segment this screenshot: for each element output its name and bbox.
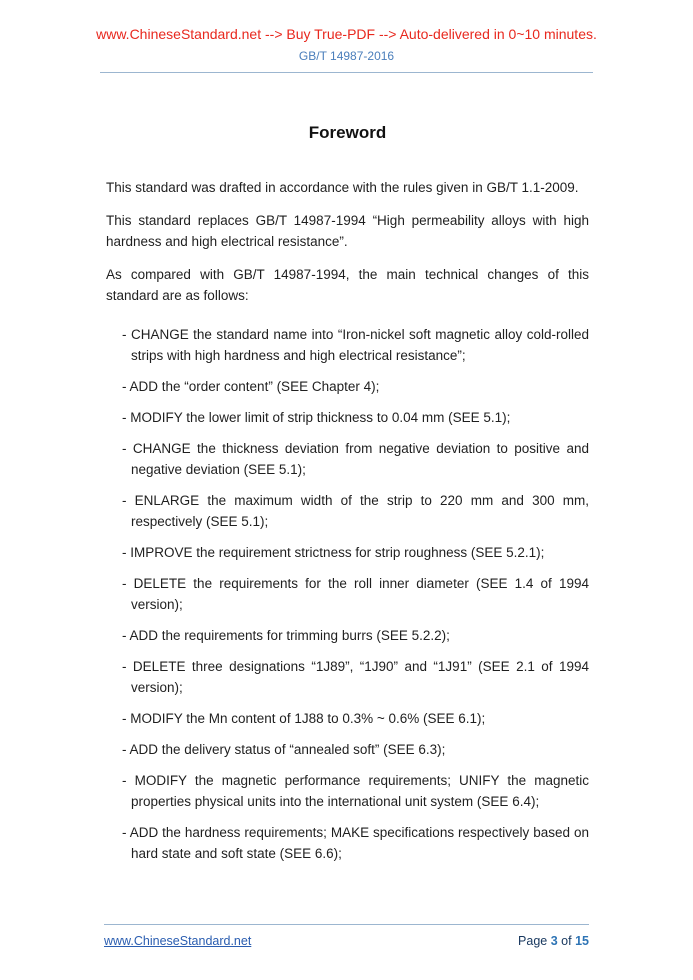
page-footer [104,924,589,948]
page-title: Foreword [308,123,387,142]
list-item: - MODIFY the Mn content of 1J88 to 0.3% ~ 0.6% (SEE 6.1); [122,711,486,726]
page-header [0,0,693,73]
list-item: - CHANGE the thickness deviation from negative deviation to positive and negative deviation (SEE 5.1); [122,441,589,477]
promo-banner-link[interactable]: www.ChineseStandard.net --> Buy True-PDF --> Auto-delivered in 0~10 minutes. [96,26,597,42]
paragraph: This standard was drafted in accordance with the rules given in GB/T 1.1-2009. [106,180,579,195]
list-item: - ENLARGE the maximum width of the strip to 220 mm and 300 mm, respectively (SEE 5.1); [122,493,589,529]
header-divider [100,72,593,73]
list-item: - DELETE the requirements for the roll inner diameter (SEE 1.4 of 1994 version); [122,576,589,612]
page-content [0,123,693,864]
paragraph: This standard replaces GB/T 14987-1994 “High permeability alloys with high hardness and high electrical resistance”. [106,213,589,249]
page-total: 15 [575,934,589,948]
list-item: - CHANGE the standard name into “Iron-nickel soft magnetic alloy cold-rolled strips with high hardness and high electrical resistance”; [122,327,589,363]
footer-site-link[interactable]: www.ChineseStandard.net [104,934,252,948]
doc-number: GB/T 14987-2016 [298,49,395,63]
list-item: - ADD the “order content” (SEE Chapter 4); [122,379,380,394]
page-label: Page [518,934,548,948]
list-item: - ADD the hardness requirements; MAKE specifications respectively based on hard state and soft state (SEE 6.6); [122,825,589,861]
changes-list [106,324,589,864]
list-item: - MODIFY the lower limit of strip thickness to 0.04 mm (SEE 5.1); [122,410,511,425]
page-current: 3 [550,934,558,948]
paragraph: As compared with GB/T 14987-1994, the main technical changes of this standard are as follows: [106,267,589,303]
of-label: of [561,934,572,948]
list-item: - DELETE three designations “1J89”, “1J90” and “1J91” (SEE 2.1 of 1994 version); [122,659,589,695]
list-item: - IMPROVE the requirement strictness for strip roughness (SEE 5.2.1); [122,545,545,560]
list-item: - ADD the delivery status of “annealed soft” (SEE 6.3); [122,742,446,757]
list-item: - ADD the requirements for trimming burrs (SEE 5.2.2); [122,628,450,643]
page-indicator [518,934,589,948]
list-item: - MODIFY the magnetic performance requirements; UNIFY the magnetic properties physical units into the international unit system (SEE 6.4); [122,773,589,809]
